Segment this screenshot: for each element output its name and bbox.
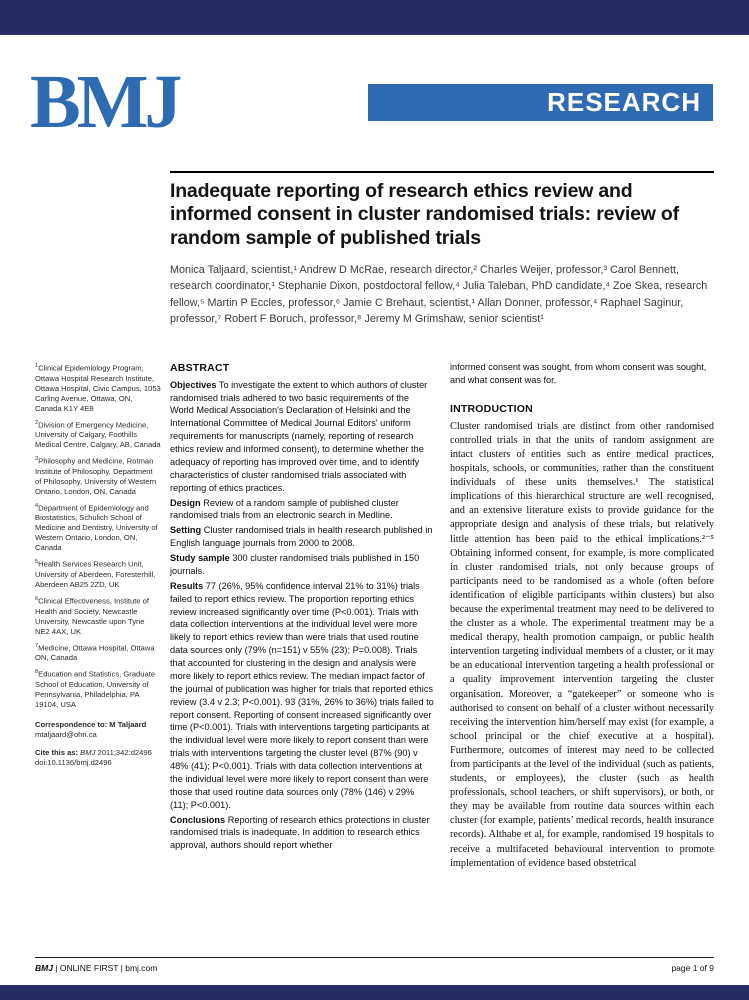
correspondence-label: Correspondence to: M Taljaard (35, 719, 147, 729)
author-list: Monica Taljaard, scientist,¹ Andrew D McRae, research director,² Charles Weijer, professor,³ Carol Bennett, research coordinator,¹ Stephanie Dixon, postdoctoral fellow,⁴ Julia Taleban, PhD candidate,⁴ Zoe Skea, research fellow,⁵ Martin P Eccles, professor,⁶ Jamie C Brehaut, scientist,¹ Allan Donner, professor,⁴ Raphael Saginur, professor,⁷ Robert F Boruch, professor,⁸ Jeremy M Grimshaw, senior scientist¹ (170, 264, 708, 325)
introduction-text: Cluster randomised trials are distinct from other randomised controlled trials in that the units of random assignment are intact clusters of entities such as entire medical practices, hospitals, schools, or communities, rather than the constituent individuals of these units themselves.¹ The statistical implications of this hierarchical structure are well recognised, and an extensive literature exists to provide guidance for the appropriate design and analysis of these trials, but relatively little attention has been paid to the ethical implications.²⁻⁵ Obtaining informed consent, for example, is more complicated in cluster randomised trials, not only because groups of participants need to be randomised as a whole (often before identification of eligible participants within clusters) but also because the experimental treatment may need to be delivered to the cluster as a whole. The experimental treatment may be a medical therapy, health promotion campaign, or public health intervention targeting individual members of a cluster, or it may be an educational intervention targeting a health professional or a quality improvement intervention targeting the cluster organisation. Moreover, a “gatekeeper” or someone who is authorised to consent on behalf of a cluster without necessarily receiving the intervention him/herself may exist (for example, a school principal or the chief executive at a hospital). Furthermore, outcomes of interest may need to be collected from participants at the level of the individual (such as patients, students, or employees), the cluster (such as health professionals, school teachers, or shift supervisors), or both, or they may be available from routine data sources within each cluster (for example, patients’ medical records, health insurance records). Althabe et al, for example, randomised 19 hospitals to receive a multifaceted behavioural intervention to promote implementation of evidence based obstetrical (450, 420, 714, 869)
introduction-heading: INTRODUCTION (450, 402, 533, 415)
abstract-section-label: Conclusions (170, 814, 226, 825)
abstract-section-text: To investigate the extent to which authors of cluster randomised trials adhered to two basic requirements of the World Medical Association's Declaration of Helsinki and the International Committee of Medical Journal Editors' uniform requirements for manuscripts (namely, reporting of research ethics review and informed consent), to determine whether the adequacy of reporting has improved over time, and to identify characteristics of cluster randomised trials associated with reporting of ethics practices. (170, 379, 428, 493)
abstract-section-text: Review of a random sample of published cluster randomised trials from an electronic search in Medline. (170, 497, 399, 521)
citation (35, 748, 161, 768)
bottom-banner (0, 985, 749, 1000)
section-label: RESEARCH (547, 87, 701, 117)
affiliation-item (35, 363, 161, 414)
introduction-column (450, 361, 714, 871)
abstract-section-text: Cluster randomised trials in health research published in English language journals from 2000 to 2008. (170, 525, 433, 549)
abstract-section-conclusions (170, 814, 434, 853)
affiliation-item (35, 559, 161, 590)
affiliation-number: 6 (35, 595, 39, 602)
top-banner (0, 0, 749, 35)
affiliation-text: Health Services Research Unit, University of Aberdeen, Foresterhill, Aberdeen AB25 2ZD, UK (35, 559, 156, 589)
footer-left-rest: | ONLINE FIRST | bmj.com (55, 963, 158, 973)
affiliation-text: Philosophy and Medicine, Rotman Institute of Philosophy, Department of Philosophy, University of Western Ontario, London, ON, Canada (35, 456, 157, 496)
footer-journal: BMJ (35, 963, 53, 973)
article-title: Inadequate reporting of research ethics review and informed consent in cluster randomised trials: review of random sample of published trials (170, 180, 679, 249)
page-footer (35, 957, 714, 973)
affiliation-number: 7 (35, 642, 39, 649)
abstract-section-results (170, 580, 434, 812)
title-block (170, 180, 714, 327)
doi: doi:10.1136/bmj.d2496 (35, 757, 112, 767)
correspondence-email: mtaljaard@ohri.ca (35, 729, 97, 739)
affiliation-item (35, 420, 161, 451)
affiliation-number: 1 (35, 363, 39, 369)
affiliation-text: Medicine, Ottawa Hospital, Ottawa ON, Canada (35, 643, 155, 663)
abstract-section-design (170, 497, 434, 523)
cite-journal: BMJ (80, 747, 96, 757)
affiliation-text: Division of Emergency Medicine, University of Calgary, Foothills Medical Centre, Calgary, AB, Canada (35, 420, 161, 450)
abstract-column (170, 361, 434, 854)
abstract-section-text: Reporting of research ethics protections in cluster randomised trials is inadequate. In addition to research ethics approval, authors should report whether (170, 814, 430, 851)
affiliation-text: Clinical Epidemiology Program, Ottawa Hospital Research Institute, Ottawa Hospital, Civic Campus, 1053 Carling Avenue, Ottawa, ON, Canada K1Y 4E9 (35, 363, 161, 413)
abstract-section-label: Study sample (170, 553, 230, 564)
affiliation-text: Education and Statistics, Graduate School of Education, University of Pennsylvania, Philadelphia, PA 19104, USA (35, 669, 156, 709)
affiliation-item (35, 503, 161, 554)
affiliation-number: 3 (35, 456, 39, 463)
abstract-section-label: Results (170, 580, 204, 591)
cite-reference: 2011;342:d2496 (97, 747, 152, 757)
affiliation-item (35, 669, 161, 710)
affiliation-item (35, 456, 161, 497)
bmj-logo: BMJ (30, 60, 179, 144)
affiliation-item (35, 596, 161, 637)
affiliation-number: 5 (35, 559, 39, 566)
abstract-section-label: Objectives (170, 379, 217, 390)
abstract-section-objectives (170, 379, 434, 495)
title-divider (170, 171, 714, 173)
affiliation-text: Clinical Effectiveness, Institute of Health and Society, Newcastle University, Newcastle upon Tyne NE2 4AX, UK (35, 596, 149, 636)
affiliation-item (35, 643, 161, 664)
affiliation-number: 2 (35, 419, 39, 426)
abstract-section-study-sample (170, 552, 434, 578)
footer-page-number: page 1 of 9 (671, 963, 714, 973)
research-banner (368, 84, 713, 121)
abstract-section-label: Design (170, 497, 201, 508)
abstract-section-setting (170, 524, 434, 550)
cite-label: Cite this as: (35, 747, 79, 757)
affiliation-number: 4 (35, 502, 39, 509)
abstract-section-text: 77 (26%, 95% confidence interval 21% to 31%) trials failed to report ethics review. The proportion reporting ethics review increased significantly over time (P<0.001). Trials with data collection interventions at the individual level were more likely to report ethics review than were trials that used routine data sources only (79% (n=151) v 55% (23); P=0.008). Trials that accounted for clustering in the design and analysis were more likely to report ethics review. The median impact factor of the journal of publication was higher for trials that reported ethics review (3.4 v 2.3; P<0.001). 93 (31%, 26% to 36%) trials failed to report consent. Reporting of consent increased significantly over time (P<0.001). Trials with interventions targeting participants at the individual level were more likely to report consent than were trials with interventions targeting the cluster level (87% (90) v 48% (41); P<0.001). Trials with data collection interventions at the individual level were more likely to report consent than were those that used routine data sources only (78% (146) v 29% (11); P<0.001). (170, 580, 434, 810)
footer-left (35, 963, 157, 973)
correspondence (35, 720, 161, 740)
affiliation-text: Department of Epidemiology and Biostatistics, Schulich School of Medicine and Dentistry, University of Western Ontario, London, ON, Canada (35, 503, 158, 553)
abstract-heading: ABSTRACT (170, 362, 230, 374)
abstract-section-text: 300 cluster randomised trials published in 150 journals. (170, 553, 420, 576)
affiliations-sidebar (35, 363, 161, 774)
abstract-section-label: Setting (170, 525, 202, 536)
abstract-continuation: informed consent was sought, from whom consent was sought, and what consent was for. (450, 362, 707, 385)
affiliation-number: 8 (35, 669, 39, 676)
